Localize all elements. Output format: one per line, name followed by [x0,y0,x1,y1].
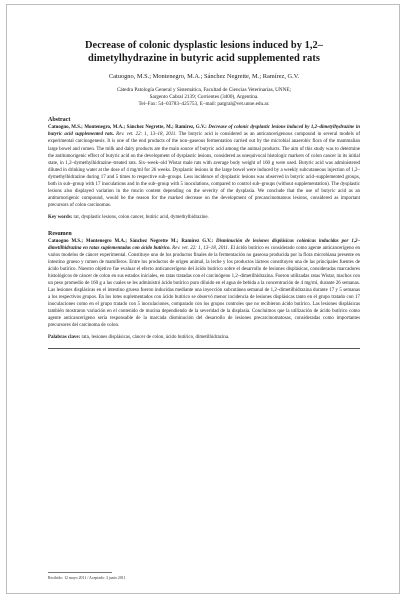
section-divider [48,348,360,349]
affiliation-block [48,87,360,108]
abstract-text [48,124,360,208]
author-list: Catuogno, M.S.; Montenegro, M.A.; Sánchez Negrette, M.; Ramírez, G.V. [108,73,300,81]
palabras-clave [48,335,360,342]
resumen-text [48,238,360,329]
resumen-citation-authors: Catuogno M.S.; Montenegro M.A.; Sánchez Negrette M.; Ramírez G.V.: [48,238,214,244]
received-dates: Recibido: 12 mayo 2011 / Aceptado: 3 junio 2011 [48,576,126,580]
affiliation-line: Tel–Fax: 54–03783–425753, E–mail: patgral@vet.unne.edu.ar. [138,101,270,108]
abstract-heading: Abstract [48,117,71,124]
resumen-citation-title: Disminución de lesiones displásicas colónicas inducidas por 1,2–dimetilhidrazina en ratas suplementadas con ácido butírico. [48,238,360,251]
affiliation-line: Sargento Cabral 2139; Corrientes (3400), Argentina. [149,94,259,101]
abstract-body: The butyric acid is considered as an anticancerigenous compound in several models of experimental carcinogenesis. It is one of the end products of the non–gaseous fermentation carried out by the microbial anaerobic flora of the mammalian large bowel and rumen. The milk and dairy products are the main source of butyric acid among the animal products. The aim of this study was to determine the antitumorigenic effect of butyric acid on the development of dysplastic lesions, considered as unequivocal histologic markers of colon cancer in its initial state, in 1,2–dymethylhidrazine–treated rats. Six–week–old Wistar male rats with average body weight of 160 g were used. Butyric acid was administered diluted in drinking water at the dose of 4 mg/ml for 26 weeks. Dysplastic lesions in the large bowel were induced by a weekly subcutaneous injection of 1,2–dymethylhidrazine during 17 and 5 times to respective sub–groups. Less incidence of dysplastic lesions was observed in butyric acid–supplemented groups, both in sub–group with 17 inoculations and in the sub–group with 5 inoculations, compared to control sub–groups (without supplementation). The dysplastic lesions also displayed variation in the mucin content depending on the severity of the dysplasia. We conclude that the use of butyric acid as an antitumorigenic compound, would be the reason for the marked decrease on the development of precancinomatous lesions, considered as important precursors of colon carcinomas. [48,132,360,208]
affiliation-line: Cátedra Patología General y Sistemática, Facultad de Ciencias Veterinarias, UNNE; [116,87,292,94]
keywords-text: rat, dysplastic lesions, colon cancer, butiric acid, dymethylhidrazine. [72,214,209,220]
resumen-citation-ref: Rev. vet. 22: 1, 13–18, 2011. [170,245,230,251]
abstract-citation-ref: Rev. vet. 22: 1, 13–18, 2011. [114,132,177,138]
resumen-body: El ácido butírico es considerado como agente anticancerígeno en varios modelos de cáncer experimental. Constituye uno de los productos finales de la fermentación no gaseosa producida por la flora microbiana presente en intestino grueso y rumen de mamíferos. Entre los productos de origen animal, la leche y los productos lácteos constituyen una de las principales fuentes de ácido butírico. Nuestro objetivo fue evaluar el efecto anticancerígeno del ácido butírico sobre el desarrollo de lesiones displásicas, consideradas marcadores histológicos de cáncer de colon en sus estados iniciales, en ratas tratadas con el carcinógeno 1,2–dimetilhidrazina. Fueron utilizadas ratas Wistar, machos con un peso promedio de 160 g a las cuales se les administró ácido butírico puro diluido en el agua de bebida a la concentración de 4 mg/ml, durante 26 semanas. Las lesiones displásicas en el intestino grueso fueron inducidas mediante una inyección subcutánea semanal de 1,2–dimetilhidrazina durante 17 y 5 semanas a los respectivos grupos. En los lotes suplementados con ácido butírico se observó menor incidencia de lesiones displásicas tanto en el grupo tratado con 17 inoculaciones como en el grupo tratado con 5 inoculaciones, comparado con los grupos controles que no recibieron ácido butírico. Las lesiones displásicas también mostraron variación en el contenido de mucina dependiendo de la severidad de la displasia. Concluimos que la utilización de ácido butírico como agente anticancerígeno sería responsable de la marcada disminución del desarrollo de lesiones precarcinomatosas, consideradas como importantes precursores del carcinoma de colon. [48,245,360,329]
footnote-rule [48,572,112,573]
abstract-citation-authors: Catuogno, M.S.; Montenegro, M.A.; Sánchez Negrette, M.; Ramírez, G.V.: [48,125,207,131]
article-title: Decrease of colonic dysplastic lesions induced by 1,2–dimetylhydrazine in butyric acid supplemented rats [84,40,324,64]
resumen-heading: Resumen [48,230,72,237]
keywords [48,215,360,222]
abstract-citation-title: Decrease of colonic dysplastic lesions induced by 1,2–dimetylhydrazine in butyric acid supplemented rats. [48,125,360,138]
palabras-text: rata, lesiones displásicas, cáncer de colon, ácido butírico, dimetilhidrazina. [80,335,230,341]
palabras-label: Palabras clave: [48,335,81,341]
article-content [48,40,360,349]
keywords-label: Key words: [48,214,73,220]
